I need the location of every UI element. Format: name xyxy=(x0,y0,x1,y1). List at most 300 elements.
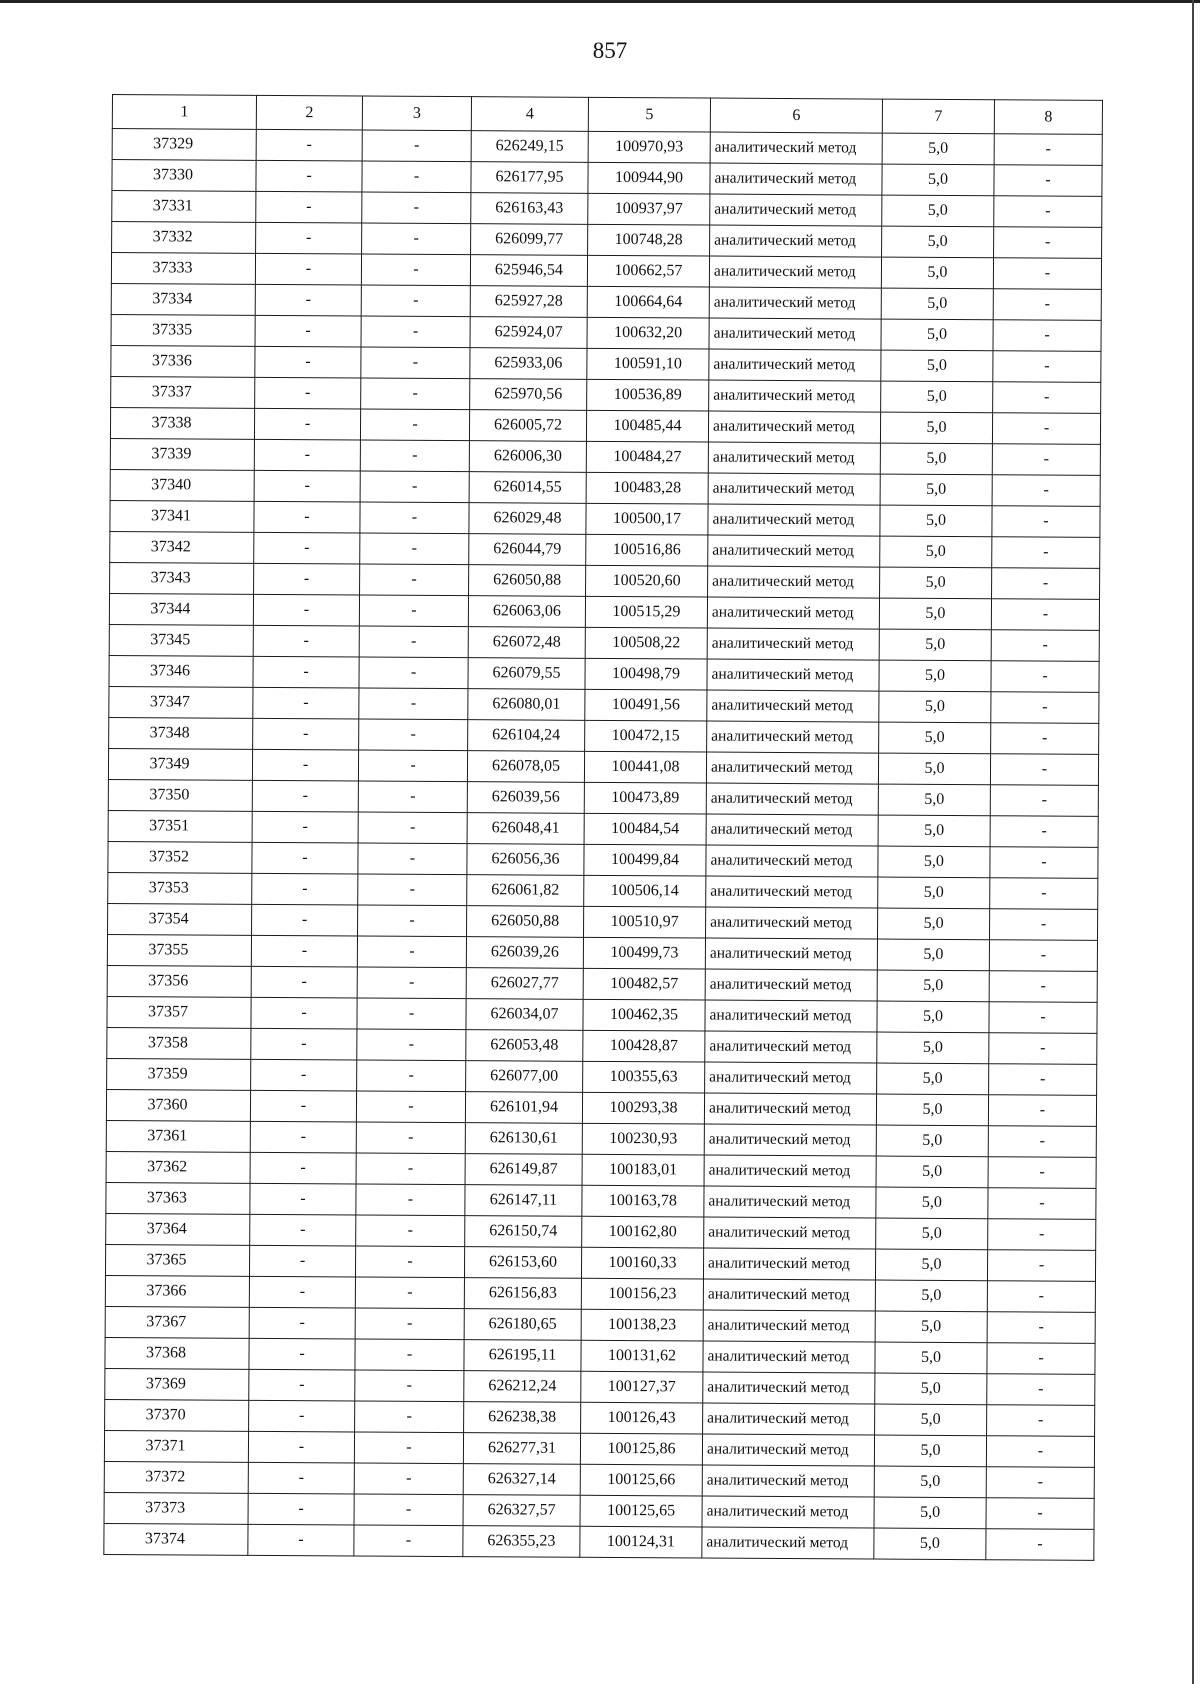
x-coordinate: 626048,41 xyxy=(467,813,584,845)
accuracy: 5,0 xyxy=(882,226,994,258)
y-coordinate: 100506,14 xyxy=(584,875,706,907)
y-coordinate: 100230,93 xyxy=(582,1123,704,1155)
y-coordinate: 100662,57 xyxy=(587,255,709,287)
method: аналитический метод xyxy=(710,225,882,257)
x-coordinate: 626014,55 xyxy=(469,472,586,504)
col-2-value: - xyxy=(255,346,361,378)
method: аналитический метод xyxy=(707,659,879,691)
col-3-value: - xyxy=(360,440,469,472)
col-2-value: - xyxy=(254,563,360,595)
col-3-value: - xyxy=(355,1401,464,1433)
point-number: 37367 xyxy=(105,1306,249,1338)
y-coordinate: 100355,63 xyxy=(583,1061,705,1093)
point-number: 37334 xyxy=(111,283,255,315)
accuracy: 5,0 xyxy=(875,1311,987,1343)
x-coordinate: 626099,77 xyxy=(471,224,588,256)
accuracy: 5,0 xyxy=(882,195,994,227)
point-number: 37369 xyxy=(105,1368,249,1400)
point-number: 37356 xyxy=(107,965,251,997)
y-coordinate: 100483,28 xyxy=(586,472,708,504)
method: аналитический метод xyxy=(707,628,879,660)
accuracy: 5,0 xyxy=(875,1342,987,1374)
col-3-value: - xyxy=(362,223,471,255)
x-coordinate: 626104,24 xyxy=(468,720,585,752)
point-number: 37368 xyxy=(105,1337,249,1369)
col-8-value: - xyxy=(989,1064,1097,1096)
y-coordinate: 100138,23 xyxy=(581,1309,703,1341)
y-coordinate: 100510,97 xyxy=(584,906,706,938)
method: аналитический метод xyxy=(705,1031,877,1063)
accuracy: 5,0 xyxy=(880,443,992,475)
col-2-value: - xyxy=(254,501,360,533)
y-coordinate: 100632,20 xyxy=(587,317,709,349)
x-coordinate: 626029,48 xyxy=(469,503,586,535)
method: аналитический метод xyxy=(708,442,880,474)
point-number: 37332 xyxy=(112,222,256,254)
method: аналитический метод xyxy=(702,1527,874,1559)
accuracy: 5,0 xyxy=(879,660,991,692)
col-8-value: - xyxy=(992,537,1100,569)
accuracy: 5,0 xyxy=(881,350,993,382)
header-col-5: 5 xyxy=(588,97,710,132)
accuracy: 5,0 xyxy=(879,691,991,723)
accuracy: 5,0 xyxy=(880,567,992,599)
method: аналитический метод xyxy=(709,318,881,350)
col-8-value: - xyxy=(988,1126,1096,1158)
col-2-value: - xyxy=(252,873,358,905)
point-number: 37331 xyxy=(112,191,256,223)
y-coordinate: 100125,86 xyxy=(580,1433,702,1465)
point-number: 37347 xyxy=(109,686,253,718)
col-2-value: - xyxy=(254,470,360,502)
accuracy: 5,0 xyxy=(876,1125,988,1157)
accuracy: 5,0 xyxy=(881,288,993,320)
col-2-value: - xyxy=(251,935,357,967)
col-8-value: - xyxy=(994,227,1102,259)
y-coordinate: 100664,64 xyxy=(587,286,709,318)
method: аналитический метод xyxy=(708,473,880,505)
x-coordinate: 626027,77 xyxy=(466,968,583,1000)
accuracy: 5,0 xyxy=(881,381,993,413)
col-2-value: - xyxy=(253,594,359,626)
point-number: 37338 xyxy=(110,407,254,439)
col-3-value: - xyxy=(359,719,468,751)
point-number: 37344 xyxy=(109,593,253,625)
x-coordinate: 626080,01 xyxy=(468,689,585,721)
x-coordinate: 626101,94 xyxy=(465,1092,582,1124)
method: аналитический метод xyxy=(705,1062,877,1094)
col-3-value: - xyxy=(355,1370,464,1402)
x-coordinate: 626195,11 xyxy=(464,1340,581,1372)
accuracy: 5,0 xyxy=(879,629,991,661)
method: аналитический метод xyxy=(703,1248,875,1280)
x-coordinate: 625970,56 xyxy=(470,379,587,411)
col-8-value: - xyxy=(989,909,1097,941)
col-8-value: - xyxy=(987,1405,1095,1437)
accuracy: 5,0 xyxy=(880,536,992,568)
col-3-value: - xyxy=(357,998,466,1030)
x-coordinate: 625927,28 xyxy=(470,286,587,318)
x-coordinate: 626053,48 xyxy=(466,1030,583,1062)
y-coordinate: 100591,10 xyxy=(587,348,709,380)
y-coordinate: 100970,93 xyxy=(588,131,710,163)
x-coordinate: 626006,30 xyxy=(469,441,586,473)
point-number: 37329 xyxy=(112,129,256,161)
col-3-value: - xyxy=(360,502,469,534)
accuracy: 5,0 xyxy=(879,598,991,630)
col-3-value: - xyxy=(355,1246,464,1278)
method: аналитический метод xyxy=(703,1403,875,1435)
y-coordinate: 100485,44 xyxy=(586,410,708,442)
method: аналитический метод xyxy=(706,876,878,908)
col-2-value: - xyxy=(252,749,358,781)
x-coordinate: 626050,88 xyxy=(469,565,586,597)
col-2-value: - xyxy=(252,780,358,812)
col-3-value: - xyxy=(360,533,469,565)
x-coordinate: 626249,15 xyxy=(471,131,588,163)
col-8-value: - xyxy=(991,599,1099,631)
col-2-value: - xyxy=(254,532,360,564)
point-number: 37363 xyxy=(106,1182,250,1214)
accuracy: 5,0 xyxy=(877,1032,989,1064)
accuracy: 5,0 xyxy=(881,257,993,289)
col-2-value: - xyxy=(255,377,361,409)
col-8-value: - xyxy=(990,785,1098,817)
col-3-value: - xyxy=(357,1060,466,1092)
x-coordinate: 625946,54 xyxy=(470,255,587,287)
col-3-value: - xyxy=(354,1525,463,1557)
y-coordinate: 100484,54 xyxy=(584,813,706,845)
y-coordinate: 100516,86 xyxy=(586,534,708,566)
y-coordinate: 100124,31 xyxy=(580,1526,702,1558)
col-2-value: - xyxy=(248,1524,354,1556)
col-2-value: - xyxy=(251,966,357,998)
point-number: 37361 xyxy=(106,1120,250,1152)
col-8-value: - xyxy=(989,971,1097,1003)
method: аналитический метод xyxy=(703,1310,875,1342)
col-2-value: - xyxy=(255,315,361,347)
col-2-value: - xyxy=(251,1028,357,1060)
col-3-value: - xyxy=(355,1277,464,1309)
accuracy: 5,0 xyxy=(881,319,993,351)
point-number: 37346 xyxy=(109,655,253,687)
point-number: 37359 xyxy=(107,1058,251,1090)
col-2-value: - xyxy=(251,1059,357,1091)
point-number: 37333 xyxy=(111,253,255,285)
col-2-value: - xyxy=(250,1152,356,1184)
col-2-value: - xyxy=(254,439,360,471)
col-8-value: - xyxy=(988,1095,1096,1127)
col-2-value: - xyxy=(248,1462,354,1494)
method: аналитический метод xyxy=(708,411,880,443)
method: аналитический метод xyxy=(706,783,878,815)
col-8-value: - xyxy=(987,1281,1095,1313)
point-number: 37355 xyxy=(107,934,251,966)
col-3-value: - xyxy=(355,1308,464,1340)
accuracy: 5,0 xyxy=(877,908,989,940)
col-2-value: - xyxy=(255,284,361,316)
y-coordinate: 100473,89 xyxy=(584,782,706,814)
x-coordinate: 626034,07 xyxy=(466,999,583,1031)
y-coordinate: 100500,17 xyxy=(586,503,708,535)
point-number: 37354 xyxy=(108,903,252,935)
accuracy: 5,0 xyxy=(882,164,994,196)
method: аналитический метод xyxy=(703,1341,875,1373)
col-3-value: - xyxy=(356,1091,465,1123)
accuracy: 5,0 xyxy=(880,412,992,444)
col-2-value: - xyxy=(250,1214,356,1246)
method: аналитический метод xyxy=(705,938,877,970)
accuracy: 5,0 xyxy=(875,1404,987,1436)
y-coordinate: 100508,22 xyxy=(585,627,707,659)
x-coordinate: 625933,06 xyxy=(470,348,587,380)
col-3-value: - xyxy=(359,626,468,658)
col-2-value: - xyxy=(254,408,360,440)
col-3-value: - xyxy=(356,1215,465,1247)
x-coordinate: 625924,07 xyxy=(470,317,587,349)
method: аналитический метод xyxy=(710,163,882,195)
col-8-value: - xyxy=(990,847,1098,879)
point-number: 37364 xyxy=(106,1213,250,1245)
col-3-value: - xyxy=(361,254,470,286)
col-3-value: - xyxy=(362,130,471,162)
x-coordinate: 626149,87 xyxy=(465,1154,582,1186)
y-coordinate: 100499,84 xyxy=(584,844,706,876)
col-8-value: - xyxy=(992,413,1100,445)
method: аналитический метод xyxy=(705,1000,877,1032)
col-2-value: - xyxy=(248,1431,354,1463)
col-8-value: - xyxy=(990,754,1098,786)
method: аналитический метод xyxy=(702,1465,874,1497)
y-coordinate: 100498,79 xyxy=(585,658,707,690)
col-3-value: - xyxy=(358,781,467,813)
col-8-value: - xyxy=(987,1374,1095,1406)
accuracy: 5,0 xyxy=(876,1187,988,1219)
method: аналитический метод xyxy=(707,597,879,629)
y-coordinate: 100937,97 xyxy=(588,193,710,225)
col-2-value: - xyxy=(249,1276,355,1308)
accuracy: 5,0 xyxy=(875,1280,987,1312)
table-body xyxy=(104,129,1102,1561)
accuracy: 5,0 xyxy=(874,1435,986,1467)
y-coordinate: 100462,35 xyxy=(583,999,705,1031)
accuracy: 5,0 xyxy=(882,133,994,165)
accuracy: 5,0 xyxy=(874,1466,986,1498)
accuracy: 5,0 xyxy=(876,1218,988,1250)
col-3-value: - xyxy=(359,688,468,720)
col-8-value: - xyxy=(988,1157,1096,1189)
y-coordinate: 100163,78 xyxy=(582,1185,704,1217)
col-2-value: - xyxy=(250,1121,356,1153)
accuracy: 5,0 xyxy=(878,784,990,816)
col-8-value: - xyxy=(987,1343,1095,1375)
header-col-4: 4 xyxy=(471,97,588,132)
x-coordinate: 626078,05 xyxy=(467,751,584,783)
y-coordinate: 100499,73 xyxy=(583,937,705,969)
y-coordinate: 100183,01 xyxy=(582,1154,704,1186)
col-8-value: - xyxy=(992,475,1100,507)
col-8-value: - xyxy=(991,692,1099,724)
accuracy: 5,0 xyxy=(877,970,989,1002)
x-coordinate: 626180,65 xyxy=(464,1309,581,1341)
accuracy: 5,0 xyxy=(875,1249,987,1281)
method: аналитический метод xyxy=(709,287,881,319)
col-2-value: - xyxy=(253,718,359,750)
x-coordinate: 626056,36 xyxy=(467,844,584,876)
col-3-value: - xyxy=(354,1432,463,1464)
coordinates-table xyxy=(103,94,1103,1561)
col-2-value: - xyxy=(251,997,357,1029)
y-coordinate: 100293,38 xyxy=(582,1092,704,1124)
col-8-value: - xyxy=(990,816,1098,848)
col-8-value: - xyxy=(991,661,1099,693)
accuracy: 5,0 xyxy=(880,474,992,506)
method: аналитический метод xyxy=(702,1496,874,1528)
y-coordinate: 100127,37 xyxy=(581,1371,703,1403)
method: аналитический метод xyxy=(710,194,882,226)
method: аналитический метод xyxy=(706,907,878,939)
point-number: 37337 xyxy=(111,376,255,408)
y-coordinate: 100472,15 xyxy=(585,720,707,752)
col-3-value: - xyxy=(358,843,467,875)
y-coordinate: 100536,89 xyxy=(587,379,709,411)
method: аналитический метод xyxy=(708,566,880,598)
col-8-value: - xyxy=(989,940,1097,972)
col-8-value: - xyxy=(993,289,1101,321)
method: аналитический метод xyxy=(704,1155,876,1187)
col-3-value: - xyxy=(359,595,468,627)
col-2-value: - xyxy=(256,191,362,223)
y-coordinate: 100491,56 xyxy=(585,689,707,721)
col-2-value: - xyxy=(249,1400,355,1432)
col-8-value: - xyxy=(990,878,1098,910)
col-8-value: - xyxy=(993,382,1101,414)
method: аналитический метод xyxy=(708,535,880,567)
accuracy: 5,0 xyxy=(878,846,990,878)
y-coordinate: 100156,23 xyxy=(581,1278,703,1310)
col-2-value: - xyxy=(248,1493,354,1525)
x-coordinate: 626153,60 xyxy=(464,1247,581,1279)
col-8-value: - xyxy=(992,506,1100,538)
point-number: 37371 xyxy=(104,1430,248,1462)
x-coordinate: 626050,88 xyxy=(467,906,584,938)
accuracy: 5,0 xyxy=(874,1497,986,1529)
point-number: 37342 xyxy=(110,531,254,563)
x-coordinate: 626130,61 xyxy=(465,1123,582,1155)
x-coordinate: 626079,55 xyxy=(468,658,585,690)
y-coordinate: 100484,27 xyxy=(586,441,708,473)
x-coordinate: 626077,00 xyxy=(466,1061,583,1093)
x-coordinate: 626163,43 xyxy=(471,193,588,225)
col-2-value: - xyxy=(249,1307,355,1339)
method: аналитический метод xyxy=(707,690,879,722)
method: аналитический метод xyxy=(707,721,879,753)
col-3-value: - xyxy=(357,1029,466,1061)
header-col-6: 6 xyxy=(710,98,882,133)
accuracy: 5,0 xyxy=(874,1528,986,1560)
y-coordinate: 100428,87 xyxy=(583,1030,705,1062)
col-2-value: - xyxy=(256,222,362,254)
header-col-7: 7 xyxy=(882,99,994,134)
method: аналитический метод xyxy=(703,1279,875,1311)
col-8-value: - xyxy=(988,1219,1096,1251)
col-2-value: - xyxy=(250,1090,356,1122)
col-3-value: - xyxy=(362,161,471,193)
method: аналитический метод xyxy=(706,814,878,846)
point-number: 37330 xyxy=(112,160,256,192)
col-3-value: - xyxy=(355,1339,464,1371)
col-8-value: - xyxy=(986,1467,1094,1499)
col-2-value: - xyxy=(252,904,358,936)
method: аналитический метод xyxy=(704,1093,876,1125)
y-coordinate: 100125,66 xyxy=(580,1464,702,1496)
col-2-value: - xyxy=(250,1183,356,1215)
point-number: 37336 xyxy=(111,345,255,377)
accuracy: 5,0 xyxy=(880,505,992,537)
col-3-value: - xyxy=(356,1184,465,1216)
accuracy: 5,0 xyxy=(877,1001,989,1033)
col-8-value: - xyxy=(987,1312,1095,1344)
x-coordinate: 626327,57 xyxy=(463,1495,580,1527)
x-coordinate: 626061,82 xyxy=(467,875,584,907)
col-8-value: - xyxy=(993,351,1101,383)
point-number: 37349 xyxy=(108,748,252,780)
point-number: 37351 xyxy=(108,810,252,842)
x-coordinate: 626150,74 xyxy=(465,1216,582,1248)
x-coordinate: 626005,72 xyxy=(469,410,586,442)
point-number: 37343 xyxy=(110,562,254,594)
accuracy: 5,0 xyxy=(877,939,989,971)
method: аналитический метод xyxy=(704,1124,876,1156)
col-2-value: - xyxy=(252,842,358,874)
col-2-value: - xyxy=(252,811,358,843)
accuracy: 5,0 xyxy=(878,877,990,909)
col-2-value: - xyxy=(256,129,362,161)
accuracy: 5,0 xyxy=(876,1156,988,1188)
method: аналитический метод xyxy=(706,845,878,877)
table-row xyxy=(104,1523,1094,1560)
point-number: 37357 xyxy=(107,996,251,1028)
method: аналитический метод xyxy=(710,132,882,164)
col-8-value: - xyxy=(993,320,1101,352)
point-number: 37360 xyxy=(106,1089,250,1121)
col-8-value: - xyxy=(991,723,1099,755)
col-3-value: - xyxy=(360,409,469,441)
header-col-8: 8 xyxy=(994,100,1102,135)
method: аналитический метод xyxy=(705,969,877,1001)
col-8-value: - xyxy=(993,258,1101,290)
point-number: 37335 xyxy=(111,314,255,346)
point-number: 37339 xyxy=(110,438,254,470)
y-coordinate: 100520,60 xyxy=(586,565,708,597)
col-2-value: - xyxy=(253,656,359,688)
y-coordinate: 100131,62 xyxy=(581,1340,703,1372)
method: аналитический метод xyxy=(703,1372,875,1404)
col-3-value: - xyxy=(361,378,470,410)
accuracy: 5,0 xyxy=(878,815,990,847)
x-coordinate: 626177,95 xyxy=(471,162,588,194)
col-2-value: - xyxy=(256,160,362,192)
col-3-value: - xyxy=(360,564,469,596)
x-coordinate: 626072,48 xyxy=(468,627,585,659)
y-coordinate: 100944,90 xyxy=(588,162,710,194)
col-8-value: - xyxy=(989,1033,1097,1065)
accuracy: 5,0 xyxy=(877,1063,989,1095)
header-col-1: 1 xyxy=(112,95,256,130)
col-3-value: - xyxy=(360,471,469,503)
point-number: 37374 xyxy=(104,1523,248,1555)
point-number: 37362 xyxy=(106,1151,250,1183)
